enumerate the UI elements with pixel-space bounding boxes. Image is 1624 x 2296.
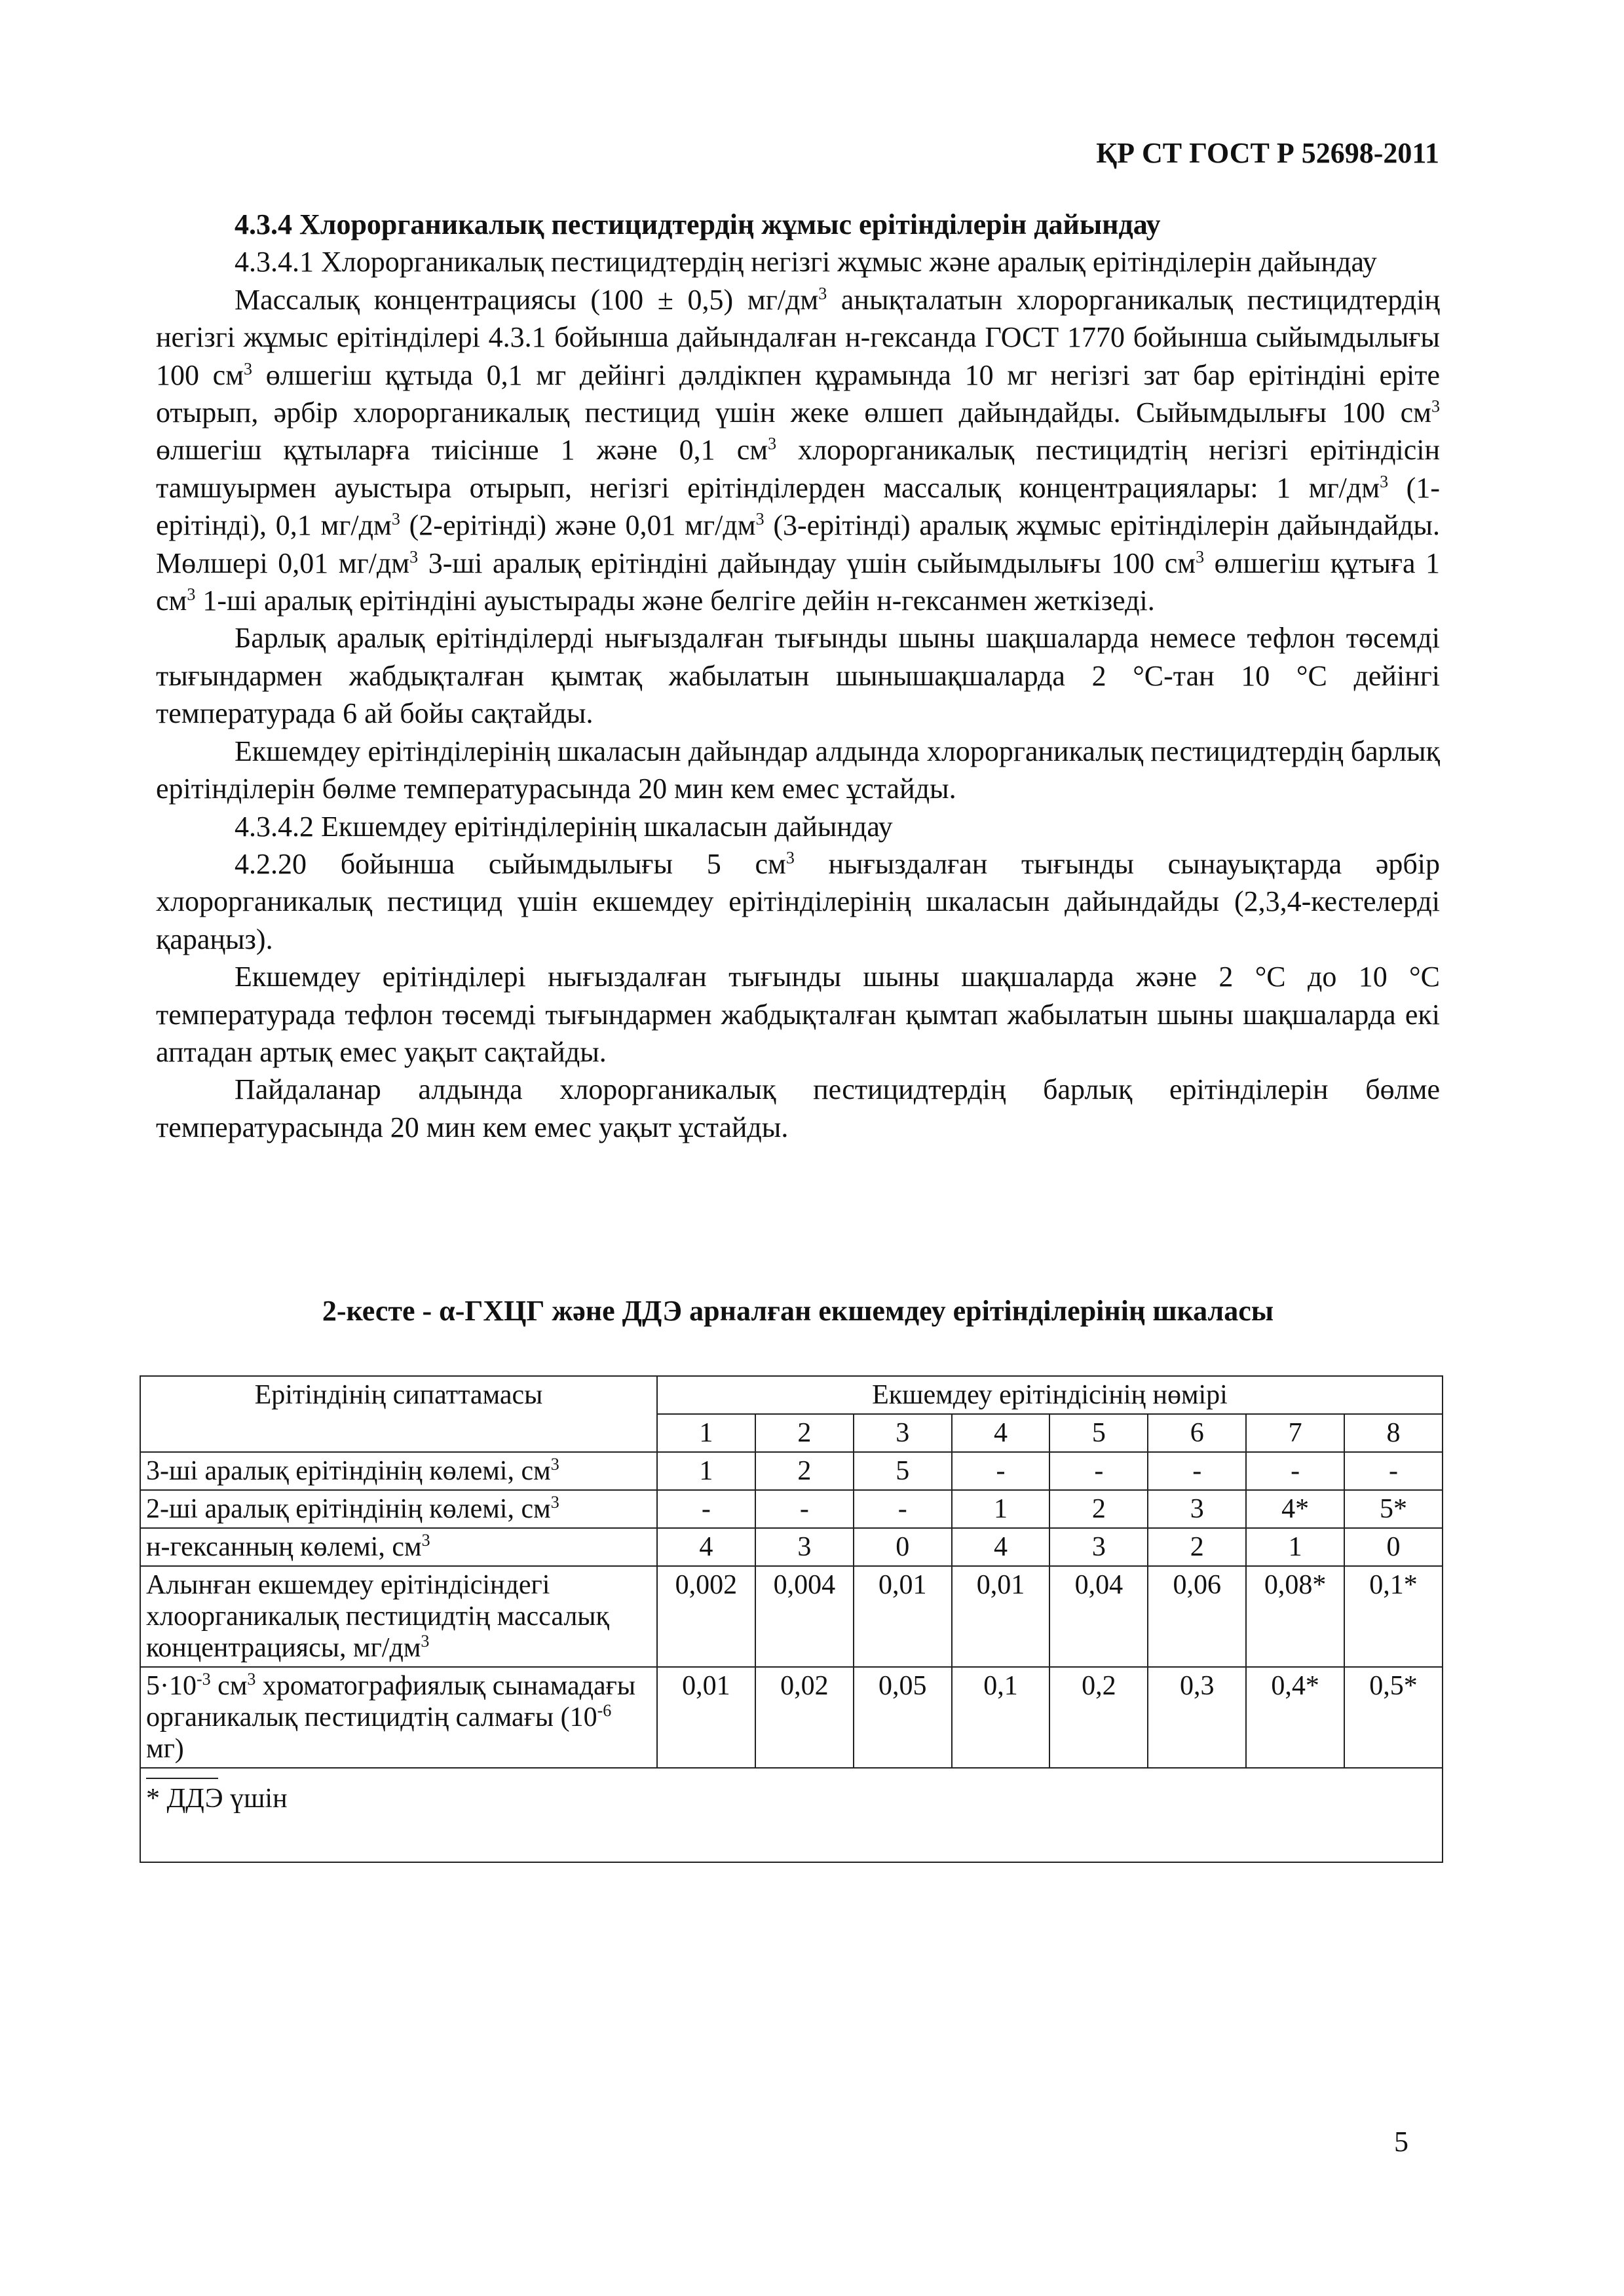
paragraph-main-solutions: Массалық концентрациясы (100 ± 0,5) $мг/дм^3$ анықталатын хлорорганикалық пестицидтердің негізгі жұмыс ерітінділері 4.3.1 бойынша дайындалған н-гександа ГОСТ 1770 бойынша сыйымдылығы 100 $см^3$ өлшегіш құтыда 0,1 мг дейінгі дәлдікпен құрамында 10 мг негізгі зат бар ерітіндіні ерітe отырып, әрбір хлорорганикалық пестицид үшін жеке өлшеп дайындайды. Сыйымдылығы 100 $см^3$ өлшегіш құтыларға тиісінше 1 және 0,1 $см^3$ хлорорганикалық пестицидтің негізгі ерітіндісін тамшуырмен ауыстыра отырып, негізгі ерітінділерден массалық концентрациялары: 1 $мг/дм^3$ (1-ерітінді), 0,1 $мг/дм^3$ (2-ерітінді) және 0,01 $мг/дм^3$ (3-ерітінді) аралық жұмыс ерітінділерін дайындайды. Мөлшері 0,01 $мг/дм^3$ 3-ші аралық ерітіндіні дайындау үшін сыйымдылығы 100 $см^3$ өлшегіш құтыға 1 $см^3$ 1-ші аралық ерітіндіні ауыстырады және белгіге дейін н-гексанмен жеткізеді. — [156, 283, 1441, 617]
table-cell: 0,004 — [755, 1566, 854, 1667]
col-number: 5 — [1049, 1414, 1148, 1452]
row-label: 3-ші аралық ерітіндінің көлемі, $см^3$ — [140, 1452, 657, 1490]
table-cell: 3 — [1049, 1528, 1148, 1566]
table-cell: - — [1049, 1452, 1148, 1490]
table-cell: 0,08* — [1246, 1566, 1344, 1667]
table-cell: 1 — [657, 1452, 755, 1490]
row-label: $5\cdot 10^{-3}$ $см^3$ хроматографиялық сынамадағы органикалық пестицидтің салмағы ($10^{-6}$ мг) — [140, 1667, 657, 1768]
table-cell: 0,02 — [755, 1667, 854, 1768]
table-cell: 0,05 — [854, 1667, 952, 1768]
table-cell: 2 — [1148, 1528, 1246, 1566]
table-cell: 4 — [657, 1528, 755, 1566]
section-heading: 4.3.4 Хлорорганикалық пестицидтердің жұмыс ерітінділерін дайындау — [235, 208, 1161, 240]
col-number: 2 — [755, 1414, 854, 1452]
table-cell: 0,01 — [952, 1566, 1050, 1667]
table-cell: 0,04 — [1049, 1566, 1148, 1667]
table-cell: 0,2 — [1049, 1667, 1148, 1768]
table-cell: 0,5* — [1344, 1667, 1443, 1768]
table-cell: - — [755, 1490, 854, 1528]
paragraph-before-use: Пайдаланар алдында хлорорганикалық пестицидтердің барлық ерітінділерін бөлме температурасында 20 мин кем емес уақыт ұстайды. — [156, 1073, 1440, 1143]
table-cell: 0,002 — [657, 1566, 755, 1667]
section-body — [156, 206, 1440, 1146]
table-header-row — [140, 1376, 1443, 1414]
paragraph-scale-storage: Екшемдеу ерітінділері нығыздалған тығынды шыны шақшаларда және 2 °С до 10 °С температурада тефлон төсемді тығындармен жабдықталған қымтап жабылатын шыны шақшаларда екі аптадан артық емес уақыт сақтайды. — [156, 961, 1440, 1068]
table-cell: 5 — [854, 1452, 952, 1490]
table-cell: 0,1 — [952, 1667, 1050, 1768]
table-cell: - — [657, 1490, 755, 1528]
col-number: 4 — [952, 1414, 1050, 1452]
table-cell: 0,1* — [1344, 1566, 1443, 1667]
table-cell: 4 — [952, 1528, 1050, 1566]
col-number: 8 — [1344, 1414, 1443, 1452]
table-cell: 2 — [755, 1452, 854, 1490]
table-row — [140, 1490, 1443, 1528]
table-cell: 0,4* — [1246, 1667, 1344, 1768]
calibration-scale-table — [140, 1375, 1443, 1863]
row-label: 2-ші аралық ерітіндінің көлемі, $см^3$ — [140, 1490, 657, 1528]
table-row — [140, 1452, 1443, 1490]
table-cell: 0,3 — [1148, 1667, 1246, 1768]
paragraph-storage: Барлық аралық ерітінділерді нығыздалған тығынды шыны шақшаларда немесе тефлон төсемді тығындармен жабдықталған қымтақ жабылатын шынышақшаларда 2 °С-тан 10 °С дейінгі температурада 6 ай бойы сақтайды. — [156, 622, 1440, 730]
table-cell: 0 — [854, 1528, 952, 1566]
col-header-description: Ерітіндінің сипаттамасы — [140, 1376, 657, 1452]
paragraph-conditioning: Екшемдеу ерітінділерінің шкаласын дайындар алдында хлорорганикалық пестицидтердің барлық ерітінділерін бөлме температурасында 20 мин кем емес ұстайды. — [156, 735, 1440, 805]
table-cell: 0,06 — [1148, 1566, 1246, 1667]
table-cell: 1 — [952, 1490, 1050, 1528]
col-number: 7 — [1246, 1414, 1344, 1452]
col-group-header: Екшемдеу ерітіндісінің нөмірі — [657, 1376, 1443, 1414]
subsection-title-1: 4.3.4.1 Хлорорганикалық пестицидтердің негізгі жұмыс және аралық ерітінділерін дайындау — [235, 246, 1377, 278]
table-cell: 5* — [1344, 1490, 1443, 1528]
table-cell: 1 — [1246, 1528, 1344, 1566]
standard-code-header: ҚР СТ ГОСТ Р 52698-2011 — [1096, 137, 1439, 169]
table-caption: 2-кесте - α-ГХЦГ және ДДЭ арналған екшемдеу ерітінділерінің шкаласы — [322, 1295, 1274, 1327]
table-row — [140, 1566, 1443, 1667]
table-row — [140, 1528, 1443, 1566]
footnote-rule — [146, 1778, 218, 1779]
table-cell: 0,01 — [854, 1566, 952, 1667]
table-cell: - — [1344, 1452, 1443, 1490]
subsection-title-2: 4.3.4.2 Екшемдеу ерітінділерінің шкаласын дайындау — [235, 810, 893, 843]
table-cell: - — [952, 1452, 1050, 1490]
row-label: Алынған екшемдеу ерітіндісіндегі хлоорганикалық пестицидтің массалық концентрациясы, $мг/дм^3$ — [140, 1566, 657, 1667]
page-number: 5 — [1394, 2126, 1408, 2158]
table-cell: 4* — [1246, 1490, 1344, 1528]
table-cell: 0,01 — [657, 1667, 755, 1768]
paragraph-scale-prep: 4.2.20 бойынша сыйымдылығы 5 $см^3$ нығыздалған тығынды сынауықтарда әрбір хлорорганикалық пестицид үшін екшемдеу ерітінділерінің шкаласын дайындайды (2,3,4-кестелерді қараңыз). — [156, 847, 1440, 955]
table-footnote-row — [140, 1768, 1443, 1862]
table-row — [140, 1667, 1443, 1768]
table-cell: 0 — [1344, 1528, 1443, 1566]
table-cell: 2 — [1049, 1490, 1148, 1528]
col-number: 6 — [1148, 1414, 1246, 1452]
table-footnote: * ДДЭ үшін — [140, 1768, 1443, 1862]
row-label: н-гексанның көлемі, $см^3$ — [140, 1528, 657, 1566]
table-cell: 3 — [1148, 1490, 1246, 1528]
table-cell: 3 — [755, 1528, 854, 1566]
col-number: 1 — [657, 1414, 755, 1452]
col-number: 3 — [854, 1414, 952, 1452]
table-cell: - — [854, 1490, 952, 1528]
table-cell: - — [1246, 1452, 1344, 1490]
table-cell: - — [1148, 1452, 1246, 1490]
